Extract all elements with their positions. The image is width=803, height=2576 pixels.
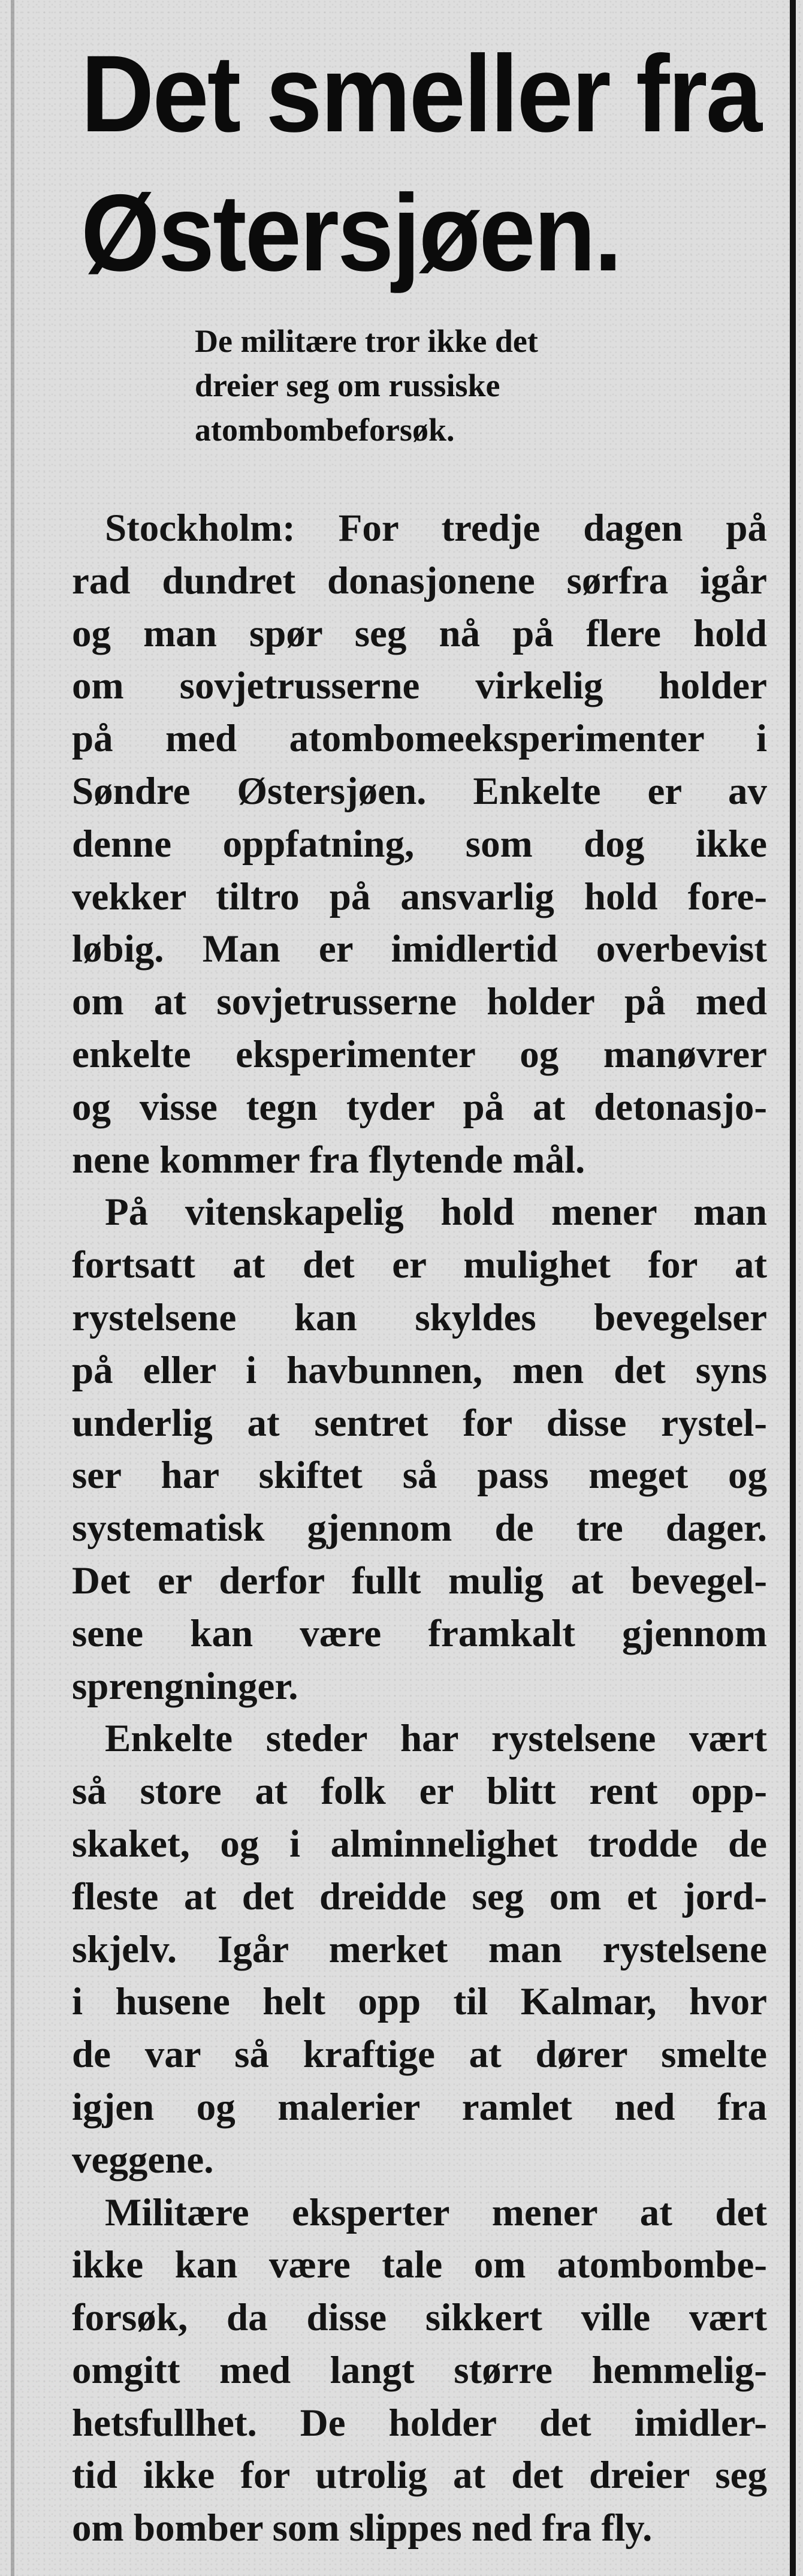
text-line: Det er derfor fullt mulig at bevegel- xyxy=(72,1559,767,1602)
text-line: Militære eksperter mener at det xyxy=(105,2191,767,2234)
text-line: skaket, og i alminnelighet trodde de xyxy=(72,1822,767,1866)
subheadline xyxy=(195,319,752,452)
text-line: rystelsene kan skyldes bevegelser xyxy=(72,1295,767,1339)
text-line: vekker tiltro på ansvarlig hold fore- xyxy=(72,875,767,918)
text-line: omgitt med langt større hemmelig- xyxy=(72,2348,767,2392)
column-rule-left xyxy=(11,0,14,2576)
subheadline-line: De militære tror ikke det xyxy=(195,323,538,359)
subheadline-line: atombombeforsøk. xyxy=(195,412,455,448)
article-body xyxy=(72,502,767,2555)
text-line: veggene. xyxy=(72,2138,214,2182)
headline xyxy=(81,24,761,302)
text-line: ser har skiftet så pass meget og xyxy=(72,1454,767,1498)
column-rule-right xyxy=(790,0,796,2576)
text-line: hetsfullhet. De holder det imidler- xyxy=(72,2401,767,2445)
text-line: forsøk, da disse sikkert ville vært xyxy=(72,2296,767,2340)
text-line: løbig. Man er imidlertid overbevist xyxy=(72,927,767,971)
text-line: Søndre Østersjøen. Enkelte er av xyxy=(72,769,767,813)
text-line: rad dundret donasjonene sørfra igår xyxy=(72,559,767,602)
paragraph xyxy=(72,1713,767,2186)
paragraph xyxy=(72,2187,767,2556)
text-line: på med atombomeeksperimenter i xyxy=(72,717,767,761)
paragraph xyxy=(72,1186,767,1713)
text-line: enkelte eksperimenter og manøvrer xyxy=(72,1032,767,1076)
text-line: sprengninger. xyxy=(72,1664,298,1708)
text-line: om bomber som slippes ned fra fly. xyxy=(72,2506,653,2550)
text-line: underlig at sentret for disse rystel- xyxy=(72,1401,767,1445)
text-line: sene kan være framkalt gjennom xyxy=(72,1611,767,1655)
text-line: fleste at det dreidde seg om et jord- xyxy=(72,1875,767,1918)
text-line: nene kommer fra flytende mål. xyxy=(72,1138,585,1182)
text-line: fortsatt at det er mulighet for at xyxy=(72,1243,767,1287)
text-line: og visse tegn tyder på at detonasjo- xyxy=(72,1085,767,1129)
text-line: tid ikke for utrolig at det dreier seg xyxy=(72,2454,767,2497)
text-line: på eller i havbunnen, men det syns xyxy=(72,1348,767,1392)
subheadline-line: dreier seg om russiske xyxy=(195,367,500,403)
text-line: og man spør seg nå på flere hold xyxy=(72,611,767,655)
headline-line: Det smeller fra xyxy=(81,32,761,155)
text-line: skjelv. Igår merket man rystelsene xyxy=(72,1927,767,1971)
text-line: de var så kraftige at dører smelte xyxy=(72,2033,767,2077)
text-line: denne oppfatning, som dog ikke xyxy=(72,822,767,866)
text-line: ikke kan være tale om atombombe- xyxy=(72,2243,767,2287)
text-line: om sovjetrusserne virkelig holder xyxy=(72,664,767,708)
text-line: igjen og malerier ramlet ned fra xyxy=(72,2085,767,2129)
text-line: Stockholm: For tredje dagen på xyxy=(105,507,767,550)
text-line: om at sovjetrusserne holder på med xyxy=(72,980,767,1024)
text-line: Enkelte steder har rystelsene vært xyxy=(105,1717,767,1761)
text-line: På vitenskapelig hold mener man xyxy=(105,1191,767,1234)
text-line: så store at folk er blitt rent opp- xyxy=(72,1770,767,1813)
headline-line: Østersjøen. xyxy=(81,171,621,294)
text-line: i husene helt opp til Kalmar, hvor xyxy=(72,1980,767,2024)
text-line: systematisk gjennom de tre dager. xyxy=(72,1507,767,1550)
paragraph xyxy=(72,502,767,1186)
